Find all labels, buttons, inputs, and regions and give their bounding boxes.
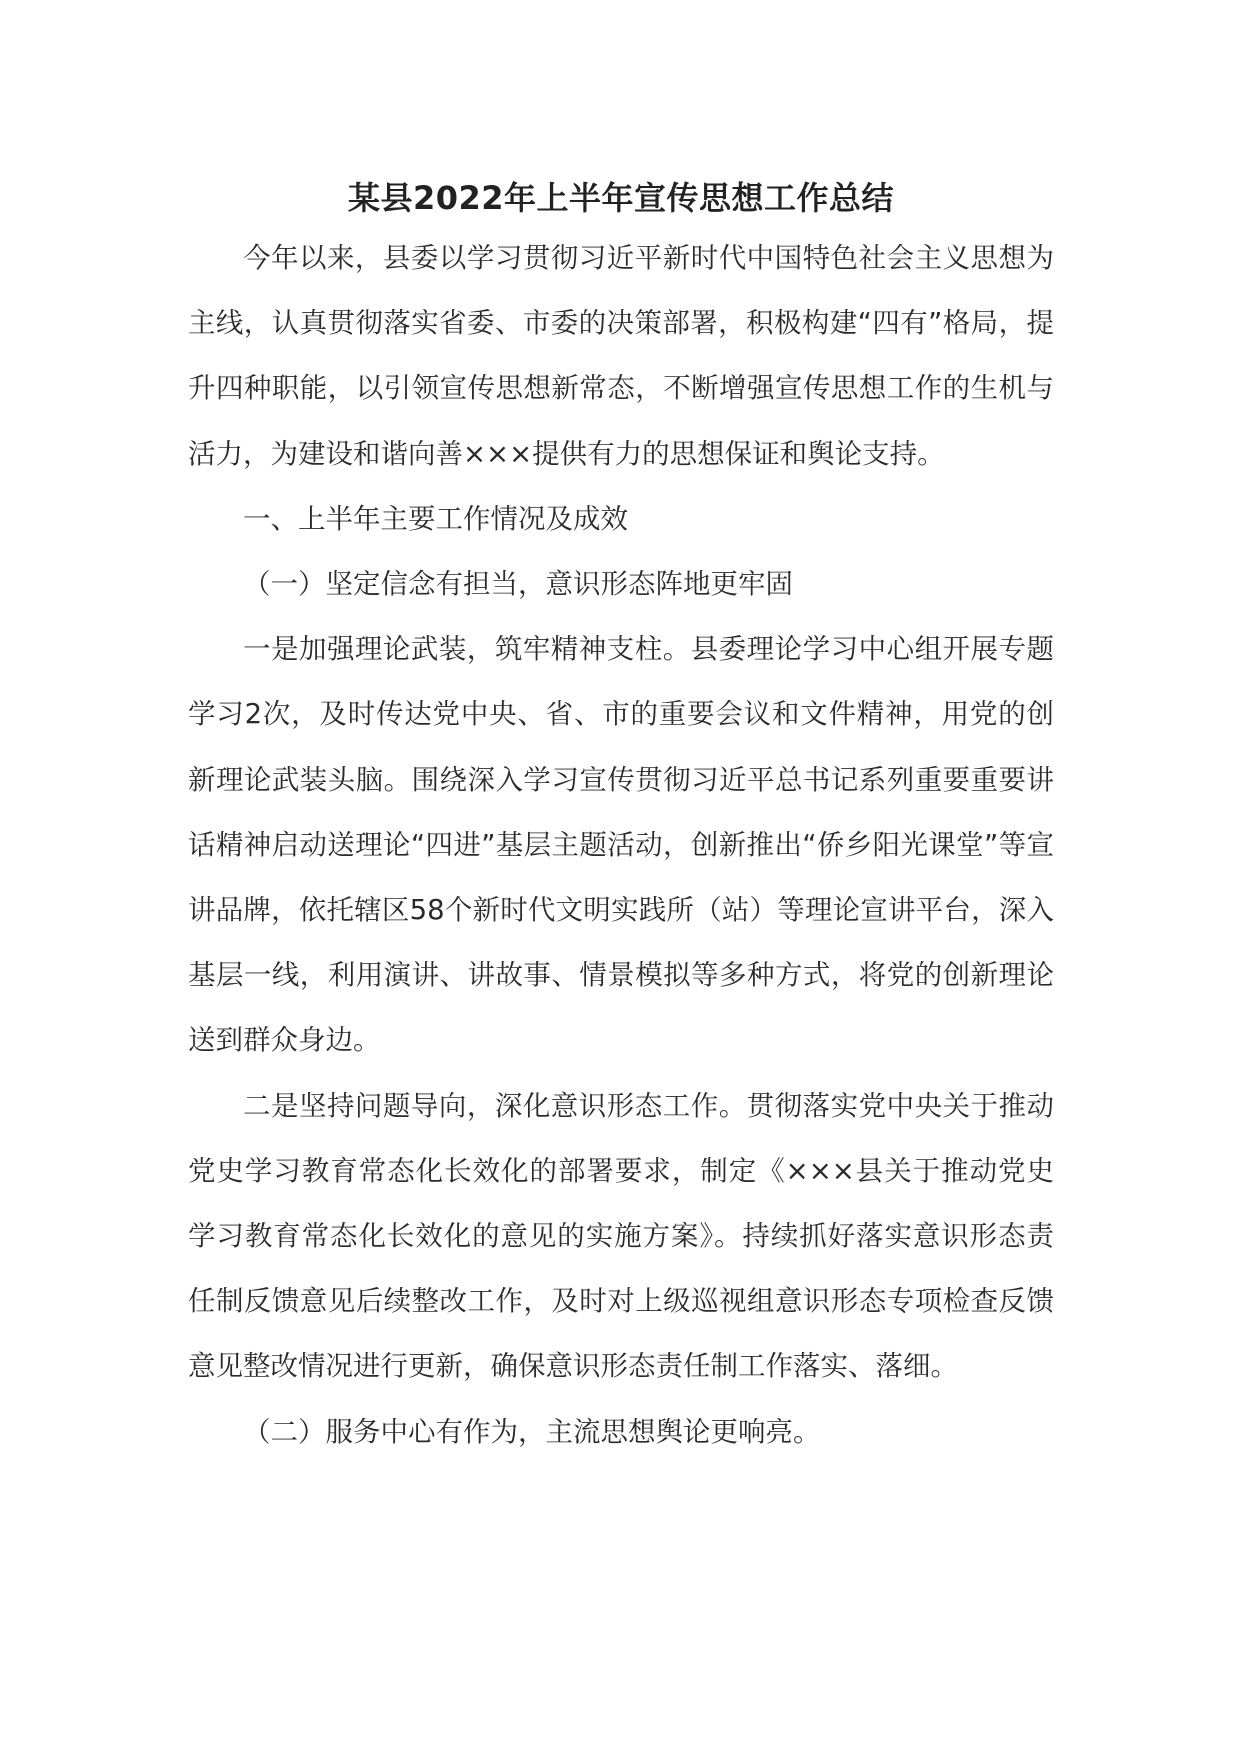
document-title: 某县2022年上半年宣传思想工作总结: [347, 179, 895, 217]
document-body: [188, 170, 1054, 1465]
section-heading-1: 一、上半年主要工作情况及成效: [243, 502, 628, 535]
body-paragraph-theory: 一是加强理论武装，筑牢精神支柱。县委理论学习中心组开展专题学习2次，及时传达党中央、省、市的重要会议和文件精神，用党的创新理论武装头脑。围绕深入学习宣传贯彻习近平总书记系列重要重要讲话精神启动送理论“四进”基层主题活动，创新推出“侨乡阳光课堂”等宣讲品牌，依托辖区58个新时代文明实践所（站）等理论宣讲平台，深入基层一线，利用演讲、讲故事、情景模拟等多种方式，将党的创新理论送到群众身边。: [188, 633, 1054, 1057]
intro-paragraph: 今年以来，县委以学习贯彻习近平新时代中国特色社会主义思想为主线，认真贯彻落实省委、市委的决策部署，积极构建“四有”格局，提升四种职能，以引领宣传思想新常态，不断增强宣传思想工作的生机与活力，为建设和谐向善×××提供有力的思想保证和舆论支持。: [188, 242, 1054, 470]
subsection-heading-2: （二）服务中心有作为，主流思想舆论更响亮。: [243, 1415, 821, 1448]
subsection-heading-1: （一）坚定信念有担当，意识形态阵地更牢固: [243, 568, 793, 601]
body-paragraph-ideology: 二是坚持问题导向，深化意识形态工作。贯彻落实党中央关于推动党史学习教育常态化长效化的部署要求，制定《×××县关于推动党史学习教育常态化长效化的意见的实施方案》。持续抓好落实意识形态责任制反馈意见后续整改工作，及时对上级巡视组意识形态专项检查反馈意见整改情况进行更新，确保意识形态责任制工作落实、落细。: [188, 1089, 1054, 1383]
